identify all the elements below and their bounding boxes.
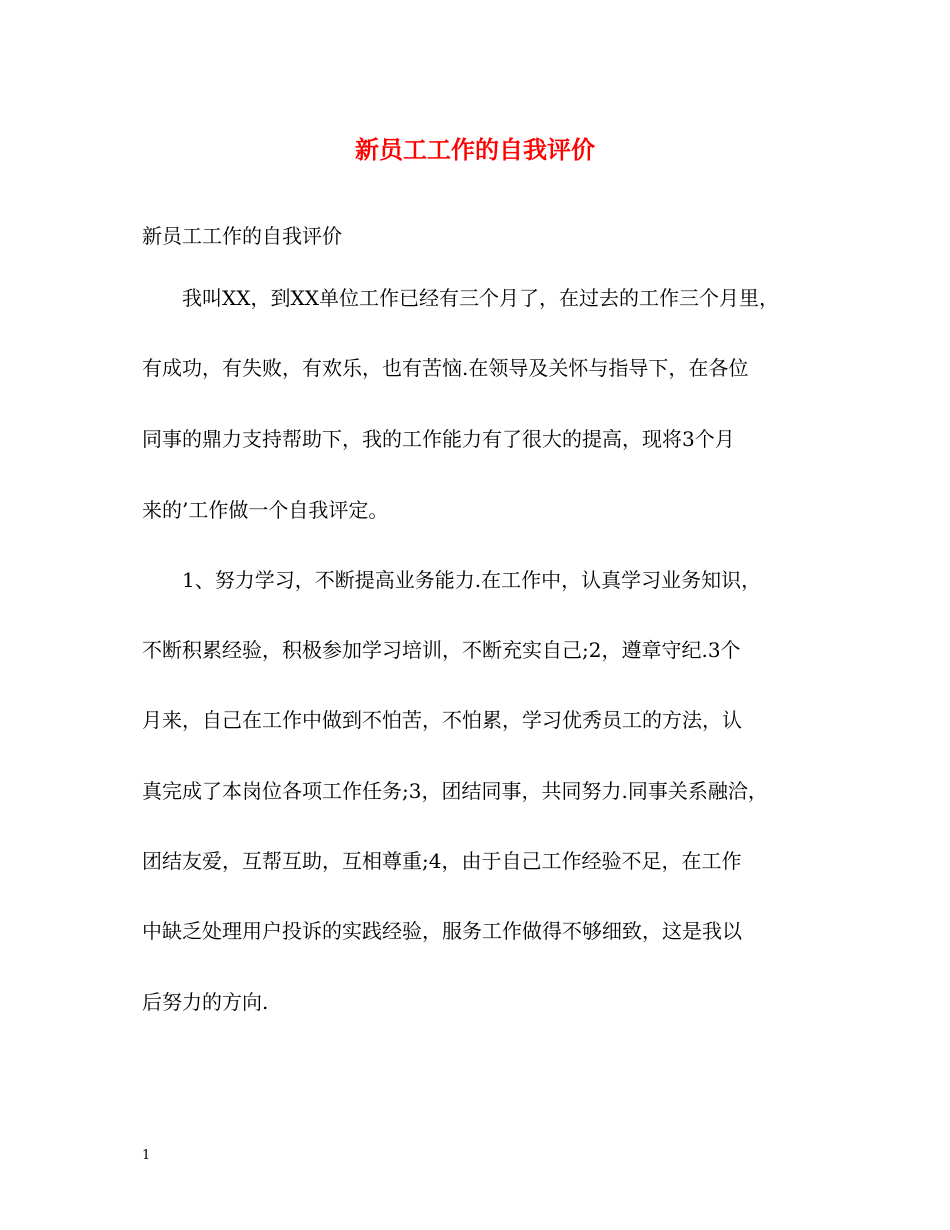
- paragraph-line: 有成功，有失败，有欢乐，也有苦恼.在领导及关怀与指导下，在各位: [142, 356, 749, 380]
- page-number: 1: [142, 1148, 151, 1163]
- paragraph-line: 同事的鼎力支持帮助下，我的工作能力有了很大的提高，现将3个月: [142, 427, 735, 451]
- document-subtitle: 新员工工作的自我评价: [142, 224, 342, 248]
- paragraph-line: 后努力的方向.: [142, 990, 269, 1014]
- paragraph-line: 来的’工作做一个自我评定。: [142, 498, 389, 522]
- paragraph-line: 不断积累经验，积极参加学习培训，不断充实自己;2，遵章守纪.3个: [142, 638, 741, 662]
- document-title: 新员工工作的自我评价: [355, 135, 595, 164]
- paragraph-line: 真完成了本岗位各项工作任务;3，团结同事，共同努力.同事关系融洽，: [142, 779, 768, 803]
- paragraph-line: 月来，自己在工作中做到不怕苦，不怕累，学习优秀员工的方法，认: [142, 708, 742, 732]
- paragraph-line: 我叫XX，到XX单位工作已经有三个月了，在过去的工作三个月里，: [182, 286, 779, 310]
- paragraph-line: 1、努力学习，不断提高业务能力.在工作中，认真学习业务知识，: [182, 568, 762, 592]
- paragraph-line: 团结友爱，互帮互助，互相尊重;4，由于自己工作经验不足，在工作: [142, 849, 742, 873]
- paragraph-line: 中缺乏处理用户投诉的实践经验，服务工作做得不够细致，这是我以: [142, 919, 742, 943]
